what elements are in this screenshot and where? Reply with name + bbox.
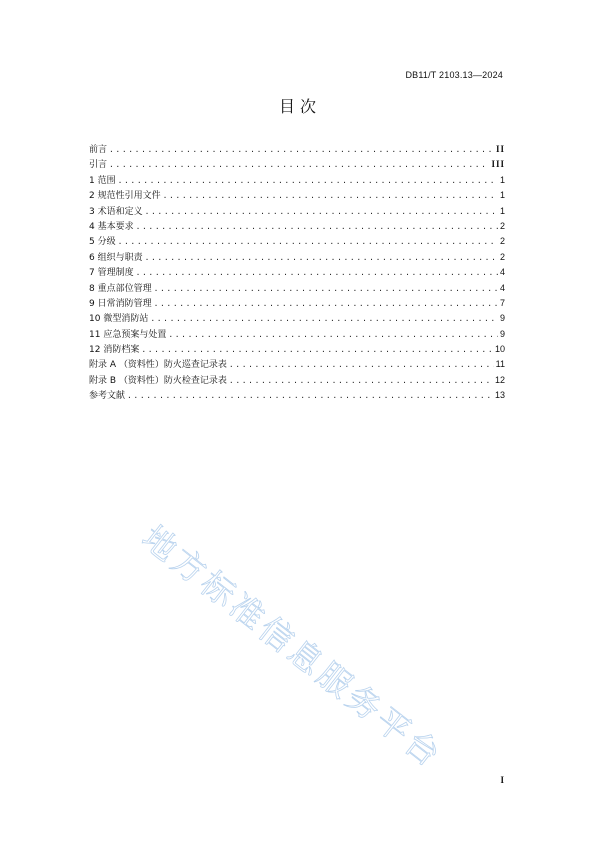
toc-entry-page: 2 xyxy=(499,220,505,231)
toc-entry-label: 引言 xyxy=(89,160,108,171)
toc-entry-label: 2 规范性引用文件 xyxy=(89,191,161,202)
toc-entry-page: 9 xyxy=(499,313,505,324)
toc-entry[interactable] xyxy=(89,373,505,388)
toc-leader-dots xyxy=(145,204,498,219)
toc-leader-dots xyxy=(118,234,498,249)
toc-entry[interactable] xyxy=(89,219,505,234)
toc-leader-dots xyxy=(150,311,498,326)
toc-entry-page: III xyxy=(491,159,505,170)
toc-entry[interactable] xyxy=(89,250,505,265)
toc-leader-dots xyxy=(154,281,498,296)
toc-entry-label: 11 应急预案与处置 xyxy=(89,329,167,340)
toc-entry-page: 1 xyxy=(499,174,505,185)
toc-entry[interactable] xyxy=(89,342,505,357)
toc-leader-dots xyxy=(145,250,498,265)
toc-entry[interactable] xyxy=(89,311,505,326)
toc-entry-label: 10 微型消防站 xyxy=(89,314,149,325)
toc-leader-dots xyxy=(109,142,494,157)
toc-entry-label: 参考文献 xyxy=(89,391,126,402)
toc-entry[interactable] xyxy=(89,296,505,311)
toc-entry-page: 2 xyxy=(499,236,505,247)
toc-entry[interactable] xyxy=(89,281,505,296)
toc-entry[interactable] xyxy=(89,265,505,280)
toc-entry-label: 5 分级 xyxy=(89,237,116,248)
watermark: 地方标准信息服务平台 xyxy=(134,517,451,777)
toc-leader-dots xyxy=(229,373,493,388)
page-number: I xyxy=(500,775,504,785)
toc-entry-label: 4 基本要求 xyxy=(89,221,134,232)
toc-entry-page: 11 xyxy=(495,359,505,370)
toc-entry[interactable] xyxy=(89,188,505,203)
toc-entry-label: 附录 A （资料性）防火巡查记录表 xyxy=(89,360,227,371)
toc-entry-page: 4 xyxy=(499,267,505,278)
toc-entry[interactable] xyxy=(89,142,505,157)
toc-entry-page: II xyxy=(495,144,505,154)
toc-entry[interactable] xyxy=(89,357,505,372)
toc-entry-label: 附录 B （资料性）防火检查记录表 xyxy=(89,375,227,386)
toc-entry-label: 7 管理制度 xyxy=(89,268,134,279)
standard-code: DB11/T 2103.13—2024 xyxy=(405,70,503,80)
toc-leader-dots xyxy=(136,265,498,280)
toc-entry-page: 1 xyxy=(499,190,505,201)
table-of-contents xyxy=(89,142,505,404)
toc-entry-page: 12 xyxy=(494,374,505,385)
toc-entry[interactable] xyxy=(89,173,505,188)
toc-leader-dots xyxy=(163,188,498,203)
toc-entry[interactable] xyxy=(89,327,505,342)
toc-leader-dots xyxy=(127,388,493,403)
toc-entry-label: 8 重点部位管理 xyxy=(89,283,152,294)
toc-entry-page: 4 xyxy=(499,282,505,293)
toc-entry[interactable] xyxy=(89,388,505,403)
toc-entry-label: 3 术语和定义 xyxy=(89,206,143,217)
toc-entry[interactable] xyxy=(89,157,505,172)
toc-entry-page: 2 xyxy=(499,251,505,262)
toc-entry-label: 1 范围 xyxy=(89,175,116,186)
toc-leader-dots xyxy=(109,157,489,172)
toc-entry-page: 10 xyxy=(494,344,505,355)
toc-entry-label: 前言 xyxy=(89,145,108,155)
toc-leader-dots xyxy=(141,342,493,357)
toc-entry-label: 6 组织与职责 xyxy=(89,252,143,263)
toc-leader-dots xyxy=(118,173,498,188)
toc-entry[interactable] xyxy=(89,234,505,249)
toc-entry-label: 9 日常消防管理 xyxy=(89,298,152,309)
toc-entry-page: 13 xyxy=(494,390,505,401)
toc-leader-dots xyxy=(136,219,498,234)
toc-entry[interactable] xyxy=(89,204,505,219)
toc-leader-dots xyxy=(154,296,498,311)
toc-entry-page: 1 xyxy=(499,205,505,216)
toc-entry-label: 12 消防档案 xyxy=(89,345,140,356)
page-title: 目 次 xyxy=(278,97,317,116)
toc-entry-page: 7 xyxy=(499,297,505,308)
toc-entry-page: 9 xyxy=(499,328,505,339)
toc-leader-dots xyxy=(168,327,498,342)
toc-leader-dots xyxy=(229,357,494,372)
